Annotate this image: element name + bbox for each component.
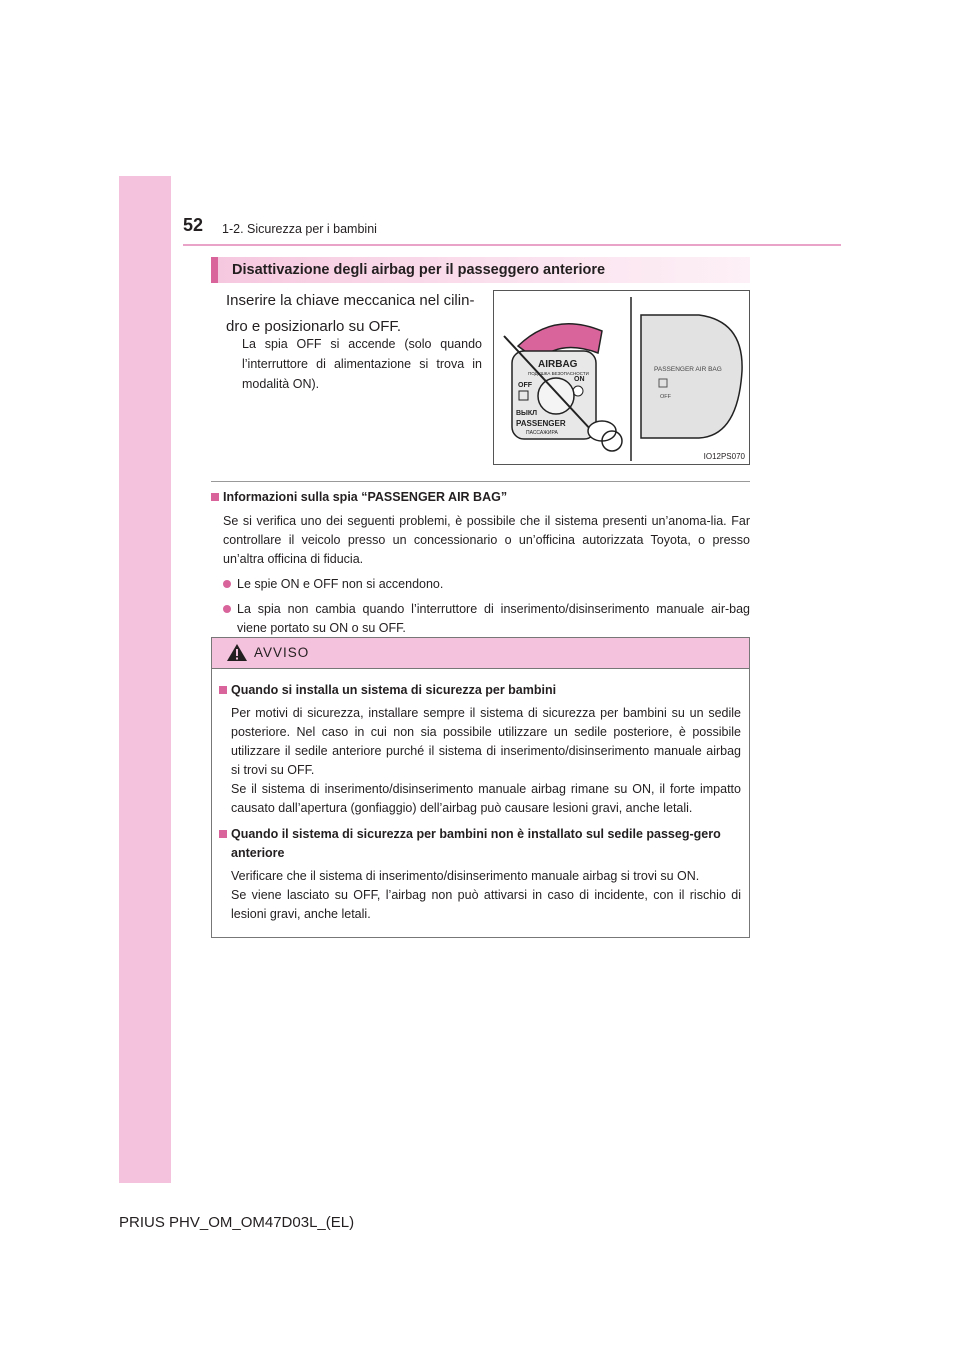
indicator-panel xyxy=(641,315,742,438)
warning-paragraph xyxy=(231,867,741,924)
switch-passenger-ru-text: ПАССАЖИРА xyxy=(526,430,558,436)
warning-item-title xyxy=(219,681,741,700)
list-item-text: La spia non cambia quando l’interruttore di inserimento/disinserimento manuale air-bag viene portato su ON o su OFF. xyxy=(237,602,750,635)
round-bullet-icon xyxy=(223,580,231,588)
warning-label: AVVISO xyxy=(254,645,310,660)
warning-text: Se il sistema di inserimento/disinserimento manuale airbag rimane su ON, il forte impatto causato dall’apertura (gonfiaggio) dell’airbag può causare lesioni gravi, anche letali. xyxy=(231,782,741,815)
list-item-text: Le spie ON e OFF non si accendono. xyxy=(237,577,444,591)
warning-paragraph xyxy=(231,704,741,818)
key-cylinder xyxy=(538,378,574,414)
warning-box xyxy=(211,637,750,938)
switch-off-ru-text: ВЫКЛ xyxy=(516,410,538,417)
warning-item-title xyxy=(219,825,741,863)
info-title xyxy=(211,488,750,507)
round-bullet-icon xyxy=(223,605,231,613)
list-item xyxy=(223,575,750,594)
warning-text: Se viene lasciato su OFF, l’airbag non può attivarsi in caso di incidente, con il rischio di lesioni gravi, anche letali. xyxy=(231,888,741,921)
page-number: 52 xyxy=(183,215,204,235)
section-title: 1-2. Sicurezza per i bambini xyxy=(222,222,377,236)
switch-off-text: OFF xyxy=(518,382,532,389)
warning-item-title-text: Quando si installa un sistema di sicurezza per bambini xyxy=(231,683,557,697)
airbag-switch-illustration xyxy=(494,291,749,464)
info-title-text: Informazioni sulla spia “PASSENGER AIR BAG” xyxy=(223,490,508,504)
warning-text: Per motivi di sicurezza, installare sempre il sistema di sicurezza per bambini su un sedile posteriore. Nel caso in cui non sia possibile utilizzare un sedile posteriore, è possibile utilizzare il sedile anteriore purché il sistema di inserimento/disinserimento manuale airbag si trovi su OFF. xyxy=(231,706,741,777)
airbag-switch-figure xyxy=(493,290,750,465)
instruction-text: Inserire la chiave meccanica nel cilin-dro e posizionarlo su OFF. xyxy=(226,292,475,335)
header-rule xyxy=(183,244,841,246)
square-bullet-icon xyxy=(219,686,227,694)
indicator-label-text: PASSENGER AIR BAG xyxy=(654,366,722,373)
switch-passenger-text: PASSENGER xyxy=(516,419,566,428)
switch-on-text: ON xyxy=(574,376,585,383)
warning-body xyxy=(212,669,749,924)
info-paragraph: Se si verifica uno dei seguenti problemi, è possibile che il sistema presenti un’anoma-lia. Far controllare il veicolo presso un concessionario o un’officina autorizzata Toyota, o presso un’altra officina di fiducia. xyxy=(223,514,750,566)
warning-item-title-text: Quando il sistema di sicurezza per bambini non è installato sul sedile passeg-gero anteriore xyxy=(231,827,721,860)
figure-code: IO12PS070 xyxy=(703,452,745,461)
section-heading: Disattivazione degli airbag per il passeggero anteriore xyxy=(211,257,750,283)
instruction-note: La spia OFF si accende (solo quando l’interruttore di alimentazione si trova in modalità ON). xyxy=(242,337,482,391)
warning-header xyxy=(212,638,749,669)
footer-doc-id: PRIUS PHV_OM_OM47D03L_(EL) xyxy=(119,1214,355,1231)
indicator-info-section xyxy=(211,488,750,644)
switch-airbag-ru-text: ПОДУШКА БЕЗОПАСНОСТИ xyxy=(528,371,589,376)
warning-triangle-icon xyxy=(226,643,248,662)
switch-airbag-text: AIRBAG xyxy=(538,359,578,370)
indicator-off-text: OFF xyxy=(660,394,671,400)
warning-text: Verificare che il sistema di inserimento/disinserimento manuale airbag si trovi su ON. xyxy=(231,869,700,883)
square-bullet-icon xyxy=(211,493,219,501)
section-divider xyxy=(211,481,750,482)
side-color-band xyxy=(119,176,171,1183)
list-item xyxy=(223,600,750,638)
square-bullet-icon xyxy=(219,830,227,838)
